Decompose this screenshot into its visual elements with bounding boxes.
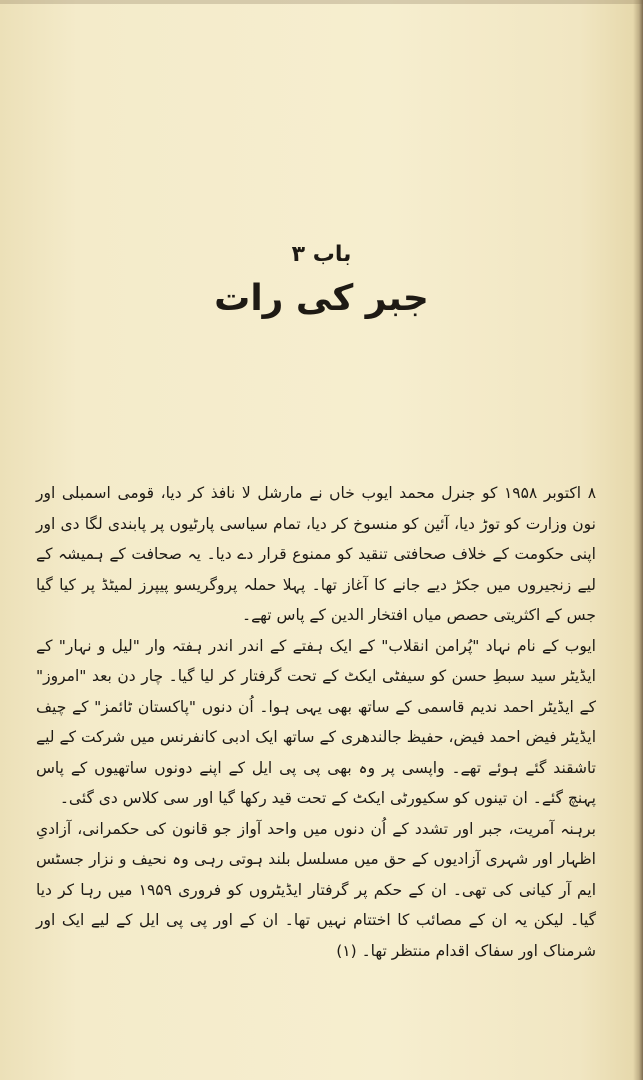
page-top-shadow <box>0 0 643 4</box>
chapter-title: جبر کی رات <box>214 278 429 319</box>
paragraph-3: برہنہ آمریت، جبر اور تشدد کے اُن دنوں میں واحد آواز جو قانون کی حکمرانی، آزادیِ اظہار اور شہری آزادیوں کے حق میں مسلسل بلند ہوتی رہی وہ نحیف و نزار جسٹس ایم آر کیانی کی تھی۔ ان کے حکم پر گرفتار ایڈیٹروں کو فروری ۱۹۵۹ میں رہا کر دیا گیا۔ لیکن یہ ان کے مصائب کا اختتام نہیں تھا۔ ان کے اور پی پی ایل کے لیے ایک اور شرمناک اور سفاک اقدام منتظر تھا۔ (۱) <box>36 819 596 960</box>
chapter-number: باب ۳ <box>291 242 352 267</box>
chapter-body <box>36 478 596 966</box>
chapter-heading <box>0 240 643 322</box>
paragraph-1: ۸ اکتوبر ۱۹۵۸ کو جنرل محمد ایوب خاں نے مارشل لا نافذ کر دیا، قومی اسمبلی اور نون وزارت کو توڑ دیا، آئین کو منسوخ کر دیا، تمام سیاسی پارٹیوں پر پابندی لگا دی اور اپنی حکومت کے خلاف صحافتی تنقید کو ممنوع قرار دے دیا۔ یہ صحافت کے ہمیشہ کے لیے زنجیروں میں جکڑ دیے جانے کا آغاز تھا۔ پہلا حملہ پروگریسو پیپرز لمیٹڈ پر کیا گیا جس کے اکثریتی حصص میاں افتخار الدین کے پاس تھے۔ <box>36 484 597 624</box>
paragraph-2: ایوب کے نام نہاد "پُرامن انقلاب" کے ایک ہفتے کے اندر اندر ہفتہ وار "لیل و نہار" کے ایڈیٹر سید سبطِ حسن کو سیفٹی ایکٹ کے تحت گرفتار کر لیا گیا۔ چار دن بعد "امروز" کے ایڈیٹر احمد ندیم قاسمی کے ساتھ بھی یہی ہوا۔ اُن دنوں "پاکستان ٹائمز" کے چیف ایڈیٹر فیض احمد فیض، حفیظ جالندھری کے ساتھ ایک ادبی کانفرنس میں شرکت کے لیے تاشقند گئے ہوئے تھے۔ واپسی پر وہ بھی پی پی ایل کے اپنے دونوں ساتھیوں کے پاس پہنچ گئے۔ ان تینوں کو سکیورٹی ایکٹ کے تحت قید رکھا گیا اور سی کلاس دی گئی۔ <box>36 636 596 807</box>
page-binding-shadow <box>633 0 643 1080</box>
